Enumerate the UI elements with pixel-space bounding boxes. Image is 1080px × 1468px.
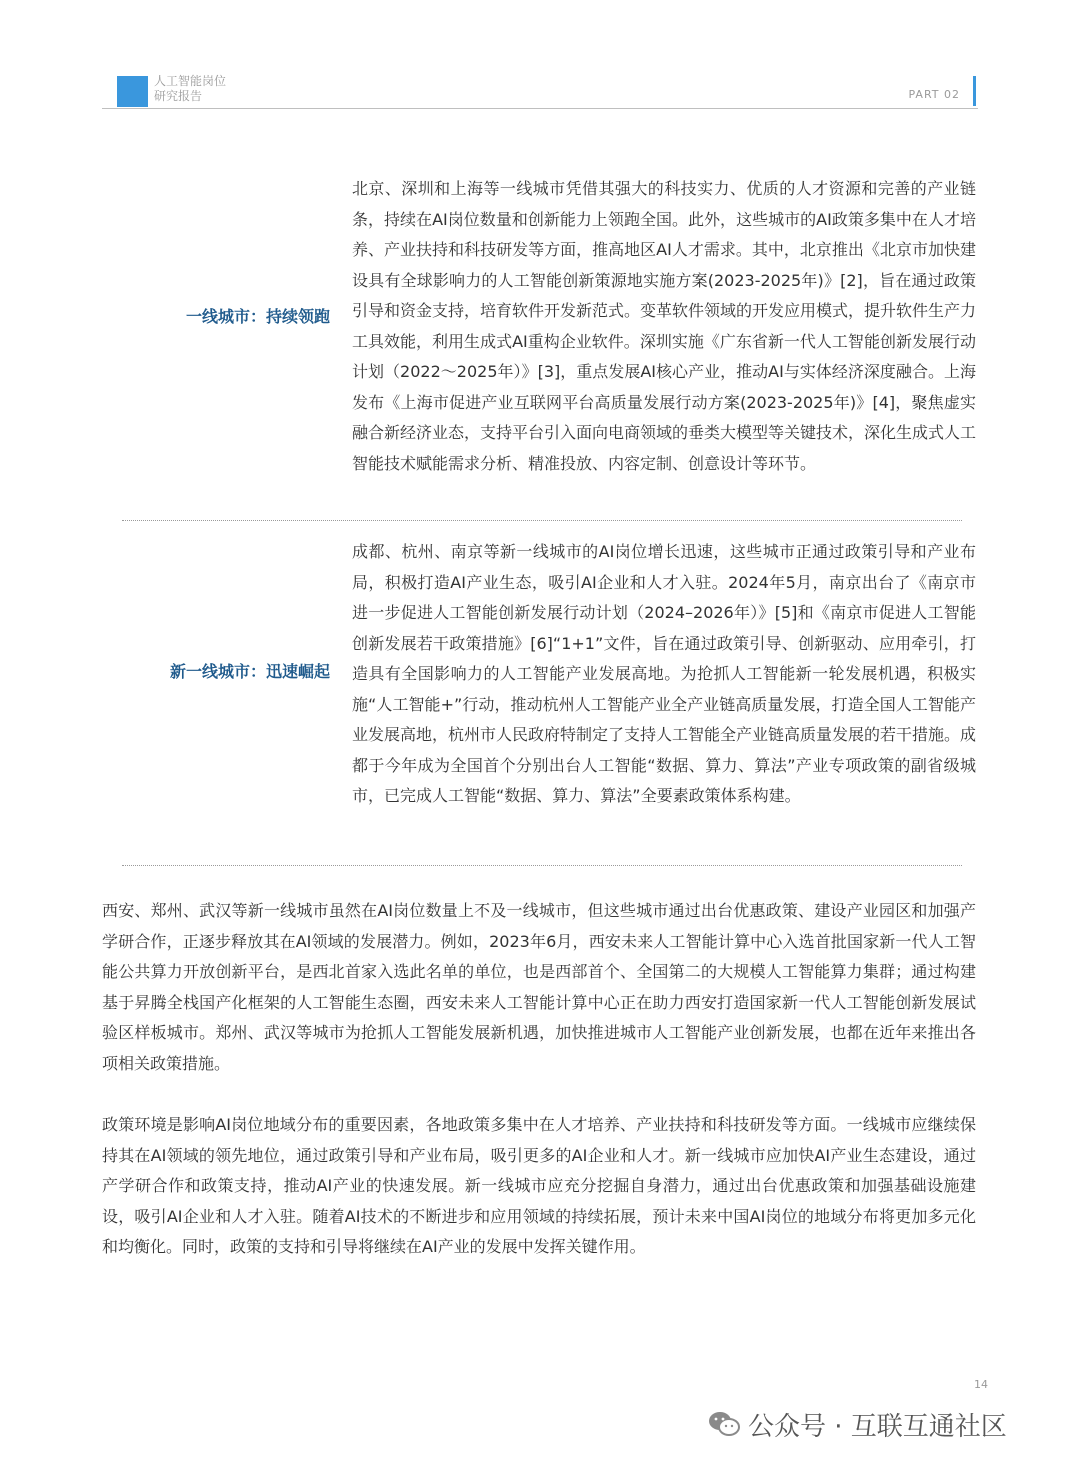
section-label: 一线城市：持续领跑: [185, 307, 330, 326]
body-paragraph: 政策环境是影响AI岗位地域分布的重要因素，各地政策多集中在人才培养、产业扶持和科技研发等方面。一线城市应继续保持其在AI领域的领先地位，通过政策引导和产业布局，吸引更多的AI企业和人才。新一线城市应加快AI产业生态建设，通过产学研合作和政策支持，推动AI产业的快速发展。新一线城市应充分挖掘自身潜力，通过出台优惠政策和加强基础设施建设，吸引AI企业和人才入驻。随着AI技术的不断进步和应用领域的持续拓展，预计未来中国AI岗位的地域分布将更加多元化和均衡化。同时，政策的支持和引导将继续在AI产业的发展中发挥关键作用。: [102, 1115, 976, 1256]
report-title: [154, 74, 226, 104]
body-paragraph: 西安、郑州、武汉等新一线城市虽然在AI岗位数量上不及一线城市，但这些城市通过出台优惠政策、建设产业园区和加强产学研合作，正逐步释放其在AI领域的发展潜力。例如，2023年6月，西安未来人工智能计算中心入选首批国家新一代人工智能公共算力开放创新平台，是西北首家入选此名单的单位，也是西部首个、全国第二的大规模人工智能算力集群；通过构建基于昇腾全栈国产化框架的人工智能生态圈，西安未来人工智能计算中心正在助力西安打造国家新一代人工智能创新发展试验区样板城市。郑州、武汉等城市为抢抓人工智能发展新机遇，加快推进城市人工智能产业创新发展，也都在近年来推出各项相关政策措施。: [102, 901, 976, 1073]
section-text: 成都、杭州、南京等新一线城市的AI岗位增长迅速，这些城市正通过政策引导和产业布局，积极打造AI产业生态，吸引AI企业和人才入驻。2024年5月，南京出台了《南京市进一步促进人工智能创新发展行动计划（2024–2026年）》[5]和《南京市促进人工智能创新发展若干政策措施》[6]“1+1”文件，旨在通过政策引导、创新驱动、应用牵引，打造具有全国影响力的人工智能产业发展高地。为抢抓人工智能新一轮发展机遇，积极实施“人工智能+”行动，推动杭州人工智能产业全产业链高质量发展，打造全国人工智能产业发展高地，杭州市人民政府特制定了支持人工智能全产业链高质量发展的若干措施。成都于今年成为全国首个分别出台人工智能“数据、算力、算法”产业专项政策的副省级城市，已完成人工智能“数据、算力、算法”全要素政策体系构建。: [352, 542, 977, 805]
part-accent-bar: [973, 76, 976, 106]
wechat-icon: [708, 1410, 740, 1438]
section-divider: [122, 865, 962, 866]
part-label: PART 02: [908, 88, 960, 101]
section-tier1: [120, 174, 980, 510]
report-logo: [117, 76, 148, 107]
report-title-line2: 研究报告: [154, 89, 203, 103]
section-text: 北京、深圳和上海等一线城市凭借其强大的科技实力、优质的人才资源和完善的产业链条，持续在AI岗位数量和创新能力上领跑全国。此外，这些城市的AI政策多集中在人才培养、产业扶持和科技研发等方面，推高地区AI人才需求。其中，北京推出《北京市加快建设具有全球影响力的人工智能创新策源地实施方案(2023-2025年)》[2]，旨在通过政策引导和资金支持，培育软件开发新范式。变革软件领域的开发应用模式，提升软件生产力工具效能，利用生成式AI重构企业软件。深圳实施《广东省新一代人工智能创新发展行动计划（2022～2025年）》[3]，重点发展AI核心产业，推动AI与实体经济深度融合。上海发布《上海市促进产业互联网平台高质量发展行动方案(2023-2025年)》[4]，聚焦虚实融合新经济业态，支持平台引入面向电商领域的垂类大模型等关键技术，深化生成式人工智能技术赋能需求分析、精准投放、内容定制、创意设计等环节。: [352, 179, 977, 473]
watermark-text: 公众号 · 互联互通社区: [748, 1411, 1007, 1442]
report-title-line1: 人工智能岗位: [154, 74, 227, 88]
section-new-tier1: [120, 537, 980, 847]
section-divider: [122, 520, 962, 521]
page-header: [102, 72, 978, 109]
page-number: 14: [974, 1378, 988, 1391]
section-label: 新一线城市：迅速崛起: [169, 662, 330, 681]
watermark: [708, 1404, 1007, 1444]
